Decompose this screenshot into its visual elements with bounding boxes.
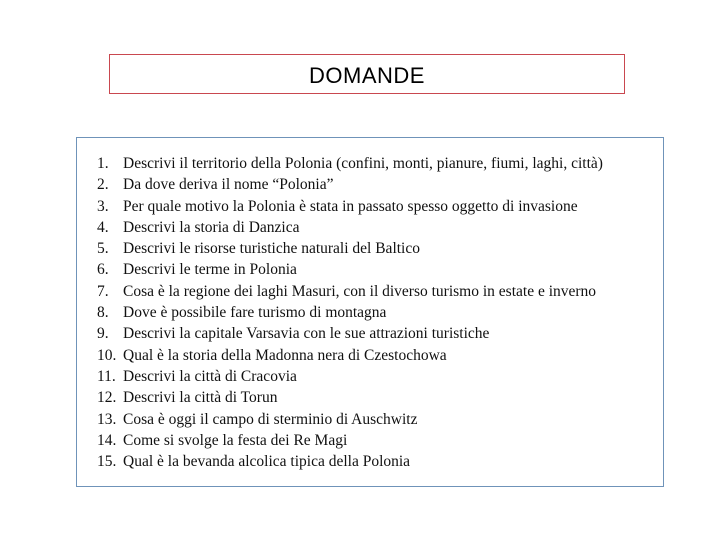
question-item	[97, 238, 603, 259]
question-number: 9.	[97, 325, 109, 343]
question-number: 6.	[97, 261, 109, 279]
question-item	[97, 345, 603, 366]
question-item	[97, 451, 603, 472]
question-item	[97, 217, 603, 238]
question-number: 11.	[97, 367, 116, 385]
question-item	[97, 196, 603, 217]
question-item	[97, 366, 603, 387]
question-number: 12.	[97, 389, 117, 407]
page-title: DOMANDE	[309, 63, 425, 88]
question-text: Qual è la storia della Madonna nera di Czestochowa	[123, 346, 447, 364]
question-number: 15.	[97, 453, 117, 471]
question-number: 13.	[97, 410, 117, 428]
question-text: Cosa è la regione dei laghi Masuri, con il diverso turismo in estate e inverno	[123, 282, 597, 300]
question-item	[97, 387, 603, 408]
question-number: 2.	[97, 176, 109, 194]
question-text: Descrivi le risorse turistiche naturali del Baltico	[123, 240, 420, 258]
question-text: Descrivi le terme in Polonia	[123, 261, 297, 279]
question-number: 8.	[97, 304, 109, 322]
question-text: Descrivi la storia di Danzica	[123, 218, 300, 236]
question-number: 10.	[97, 346, 117, 364]
question-number: 1.	[97, 155, 109, 172]
question-text: Per quale motivo la Polonia è stata in passato spesso oggetto di invasione	[123, 197, 578, 215]
title-box	[109, 54, 625, 94]
question-item	[97, 153, 603, 174]
question-item	[97, 174, 603, 195]
question-text: Descrivi il territorio della Polonia (confini, monti, pianure, fiumi, laghi, città)	[123, 155, 603, 172]
questions-list	[97, 153, 603, 472]
question-text: Descrivi la città di Torun	[123, 389, 278, 407]
question-number: 5.	[97, 240, 109, 258]
question-number: 4.	[97, 218, 109, 236]
question-text: Descrivi la città di Cracovia	[123, 367, 297, 385]
question-text: Cosa è oggi il campo di sterminio di Auschwitz	[123, 410, 418, 428]
question-text: Dove è possibile fare turismo di montagna	[123, 304, 387, 322]
question-text: Come si svolge la festa dei Re Magi	[123, 431, 348, 449]
questions-box	[76, 137, 664, 487]
question-item	[97, 430, 603, 451]
question-item	[97, 281, 603, 302]
question-text: Qual è la bevanda alcolica tipica della Polonia	[123, 453, 411, 471]
question-item	[97, 323, 603, 344]
question-text: Descrivi la capitale Varsavia con le sue attrazioni turistiche	[123, 325, 490, 343]
question-number: 14.	[97, 431, 117, 449]
question-number: 7.	[97, 282, 109, 300]
question-text: Da dove deriva il nome “Polonia”	[123, 176, 334, 194]
question-item	[97, 259, 603, 280]
question-item	[97, 409, 603, 430]
question-number: 3.	[97, 197, 109, 215]
question-item	[97, 302, 603, 323]
